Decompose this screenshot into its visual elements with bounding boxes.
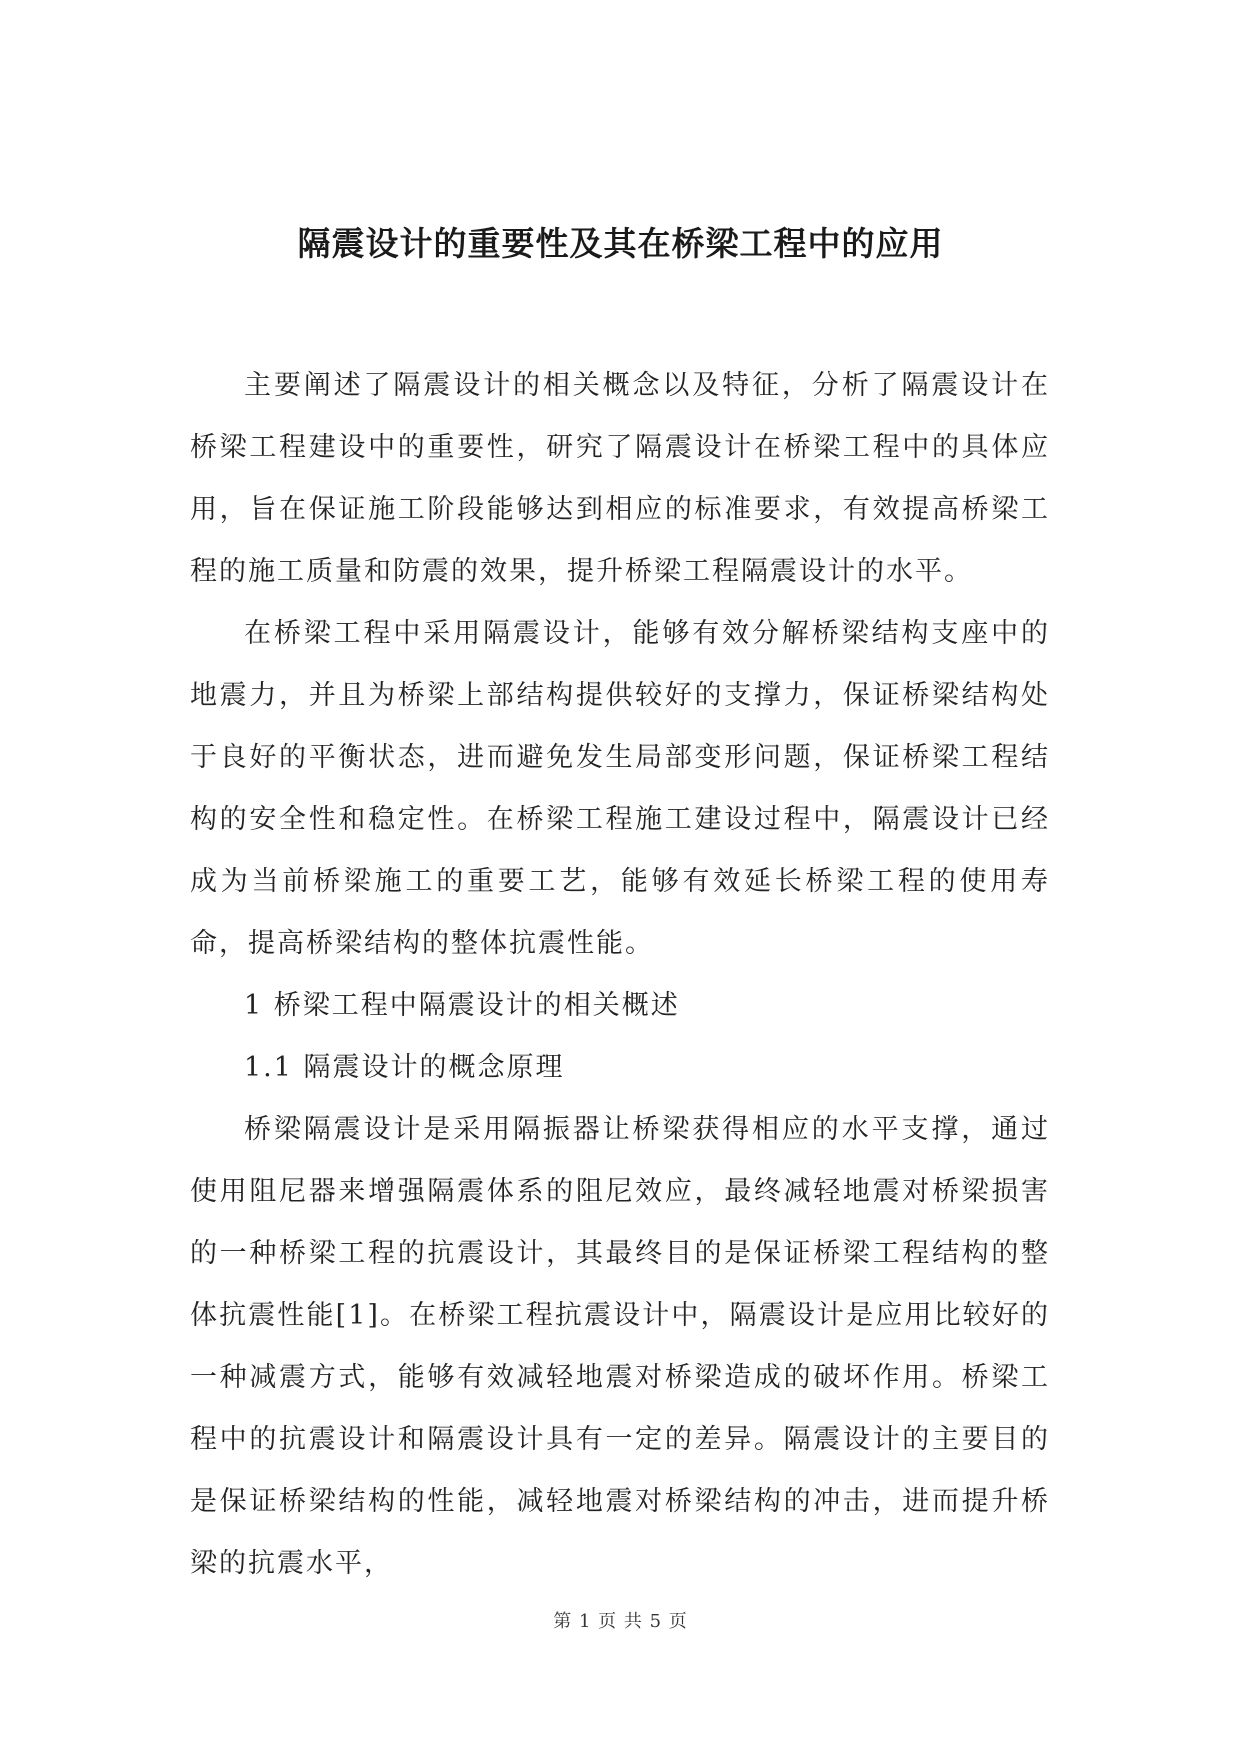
section-heading-1: 1 桥梁工程中隔震设计的相关概述 bbox=[244, 990, 680, 1021]
page-title: 隔震设计的重要性及其在桥梁工程中的应用 bbox=[297, 224, 944, 263]
document-body bbox=[190, 355, 1050, 1595]
subsection-heading-1-1: 1.1 隔震设计的概念原理 bbox=[244, 1052, 565, 1083]
paragraph-concept: 桥梁隔震设计是采用隔振器让桥梁获得相应的水平支撑，通过使用阻尼器来增强隔震体系的阻尼效应，最终减轻地震对桥梁损害的一种桥梁工程的抗震设计，其最终目的是保证桥梁工程结构的整体抗震性能[1]。在桥梁工程抗震设计中，隔震设计是应用比较好的一种减震方式，能够有效减轻地震对桥梁造成的破坏作用。桥梁工程中的抗震设计和隔震设计具有一定的差异。隔震设计的主要目的是保证桥梁结构的性能，减轻地震对桥梁结构的冲击，进而提升桥梁的抗震水平， bbox=[190, 1114, 1050, 1579]
paragraph-intro: 在桥梁工程中采用隔震设计，能够有效分解桥梁结构支座中的地震力，并且为桥梁上部结构提供较好的支撑力，保证桥梁结构处于良好的平衡状态，进而避免发生局部变形问题，保证桥梁工程结构的安全性和稳定性。在桥梁工程施工建设过程中，隔震设计已经成为当前桥梁施工的重要工艺，能够有效延长桥梁工程的使用寿命，提高桥梁结构的整体抗震性能。 bbox=[190, 618, 1050, 959]
paragraph-abstract: 主要阐述了隔震设计的相关概念以及特征，分析了隔震设计在桥梁工程建设中的重要性，研究了隔震设计在桥梁工程中的具体应用，旨在保证施工阶段能够达到相应的标准要求，有效提高桥梁工程的施工质量和防震的效果，提升桥梁工程隔震设计的水平。 bbox=[190, 370, 1050, 587]
page-number-footer: 第 1 页 共 5 页 bbox=[553, 1611, 688, 1632]
